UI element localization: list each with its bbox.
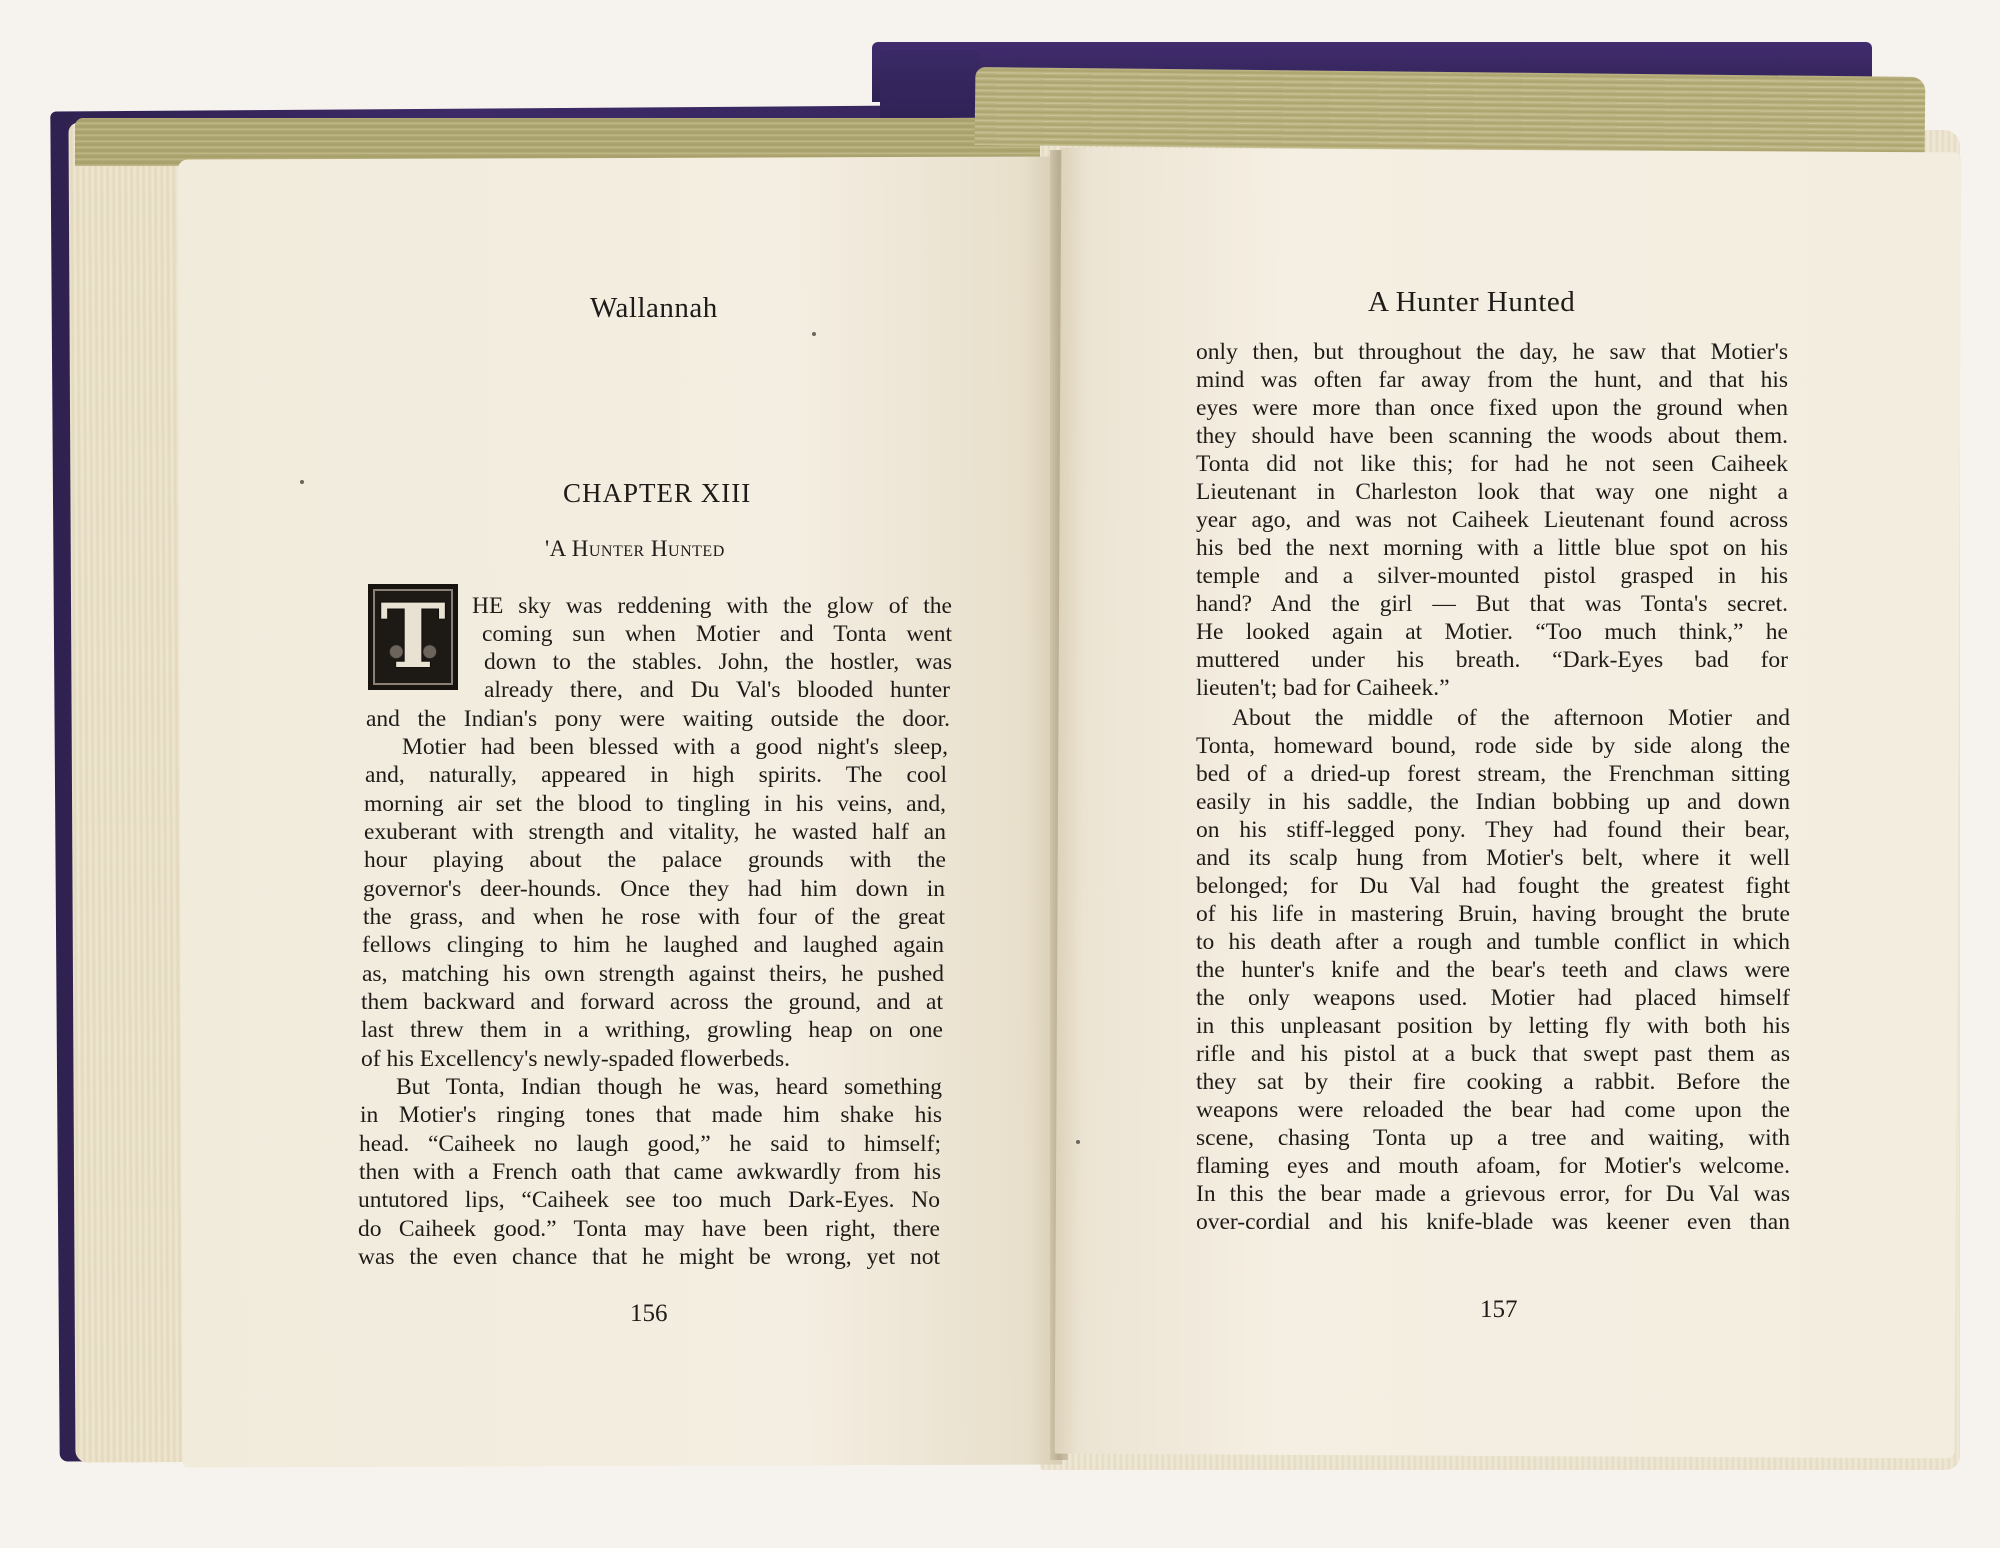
text-line: do Caiheek good.” Tonta may have been right, there [358,1216,940,1242]
text-line: Lieutenant in Charleston look that way one night a [1196,479,1788,505]
text-line: flaming eyes and mouth afoam, for Motier's welcome. [1196,1153,1790,1179]
text-line: as, matching his own strength against theirs, he pushed [362,961,944,987]
left-running-head: Wallannah [590,292,718,324]
text-line: of his life in mastering Bruin, having brought the brute [1196,901,1790,927]
text-line: then with a French oath that came awkwardly from his [359,1159,941,1185]
text-line: year ago, and was not Caiheek Lieutenant found across [1196,507,1788,533]
chapter-title: CHAPTER XIII [563,478,752,508]
gilt-edge-right [975,67,1926,155]
text-line: hand? And the girl — But that was Tonta's secret. [1196,591,1788,617]
text-line: head. “Caiheek no laugh good,” he said to himself; [359,1131,941,1157]
drop-cap-letter: T [380,584,446,688]
text-line: mind was often far away from the hunt, and that his [1196,367,1788,393]
text-line: was the even chance that he might be wrong, yet not [358,1244,940,1270]
right-running-head: A Hunter Hunted [1368,286,1576,318]
text-line: weapons were reloaded the bear had come upon the [1196,1097,1790,1123]
text-line: fellows clinging to him he laughed and laughed again [362,932,944,958]
text-line: In this the bear made a grievous error, for Du Val was [1196,1181,1790,1207]
text-line: exuberant with strength and vitality, he wasted half an [364,819,946,845]
text-line: only then, but throughout the day, he saw that Motier's [1196,339,1788,365]
text-line: the only weapons used. Motier had placed himself [1196,985,1790,1011]
text-line: and its scalp hung from Motier's belt, where it well [1196,845,1790,871]
paper-speck [300,480,304,484]
text-line: temple and a silver-mounted pistol grasped in his [1196,563,1788,589]
right-page-number: 157 [1480,1296,1518,1323]
text-line: his bed the next morning with a little blue spot on his [1196,535,1788,561]
text-line: untutored lips, “Caiheek see too much Dark-Eyes. No [358,1187,940,1213]
chapter-subtitle: 'A Hunter Hunted [545,536,725,561]
text-line: in Motier's ringing tones that made him shake his [360,1102,942,1128]
drop-cap-ornament [368,584,458,690]
text-line: bed of a dried-up forest stream, the Frenchman sitting [1196,761,1790,787]
text-line: they sat by their fire cooking a rabbit. Before the [1196,1069,1790,1095]
text-line: of his Excellency's newly-spaded flowerbeds. [361,1046,791,1072]
text-line: to his death after a rough and tumble conflict in which [1196,929,1790,955]
text-line: lieuten't; bad for Caiheek.” [1196,675,1450,701]
paper-speck [1076,1140,1080,1144]
text-line: easily in his saddle, the Indian bobbing up and down [1196,789,1790,815]
text-line: coming sun when Motier and Tonta went [482,621,952,647]
text-line: on his stiff-legged pony. They had found their bear, [1196,817,1790,843]
text-line: governor's deer-hounds. Once they had him down in [363,876,945,902]
text-line: He looked again at Motier. “Too much think,” he [1196,619,1788,645]
text-line: in this unpleasant position by letting fly with both his [1196,1013,1790,1039]
text-line: muttered under his breath. “Dark-Eyes bad for [1196,647,1788,673]
text-line: down to the stables. John, the hostler, was [484,649,952,675]
text-line: the grass, and when he rose with four of the great [363,904,945,930]
text-line: the hunter's knife and the bear's teeth and claws were [1196,957,1790,983]
paper-speck [812,332,816,336]
text-line: About the middle of the afternoon Motier and [1232,705,1790,731]
text-line: Tonta did not like this; for had he not seen Caiheek [1196,451,1788,477]
text-line: Motier had been blessed with a good night's sleep, [402,734,948,760]
text-line: morning air set the blood to tingling in his veins, and, [364,791,946,817]
text-line: and the Indian's pony were waiting outside the door. [366,706,950,732]
text-line: and, naturally, appeared in high spirits. The cool [365,762,947,788]
text-line: HE sky was reddening with the glow of the [472,593,952,619]
text-line: they should have been scanning the woods about them. [1196,423,1788,449]
text-line: last threw them in a writhing, growling heap on one [361,1017,943,1043]
text-line: But Tonta, Indian though he was, heard something [396,1074,942,1100]
text-line: Tonta, homeward bound, rode side by side along the [1196,733,1790,759]
left-page-number: 156 [630,1300,668,1327]
text-line: them backward and forward across the ground, and at [361,989,943,1015]
text-line: hour playing about the palace grounds with the [364,847,946,873]
text-line: over-cordial and his knife-blade was keener even than [1196,1209,1790,1235]
text-line: already there, and Du Val's blooded hunter [484,677,950,703]
text-line: belonged; for Du Val had fought the greatest fight [1196,873,1790,899]
text-line: eyes were more than once fixed upon the ground when [1196,395,1788,421]
text-line: scene, chasing Tonta up a tree and waiting, with [1196,1125,1790,1151]
text-line: rifle and his pistol at a buck that swept past them as [1196,1041,1790,1067]
